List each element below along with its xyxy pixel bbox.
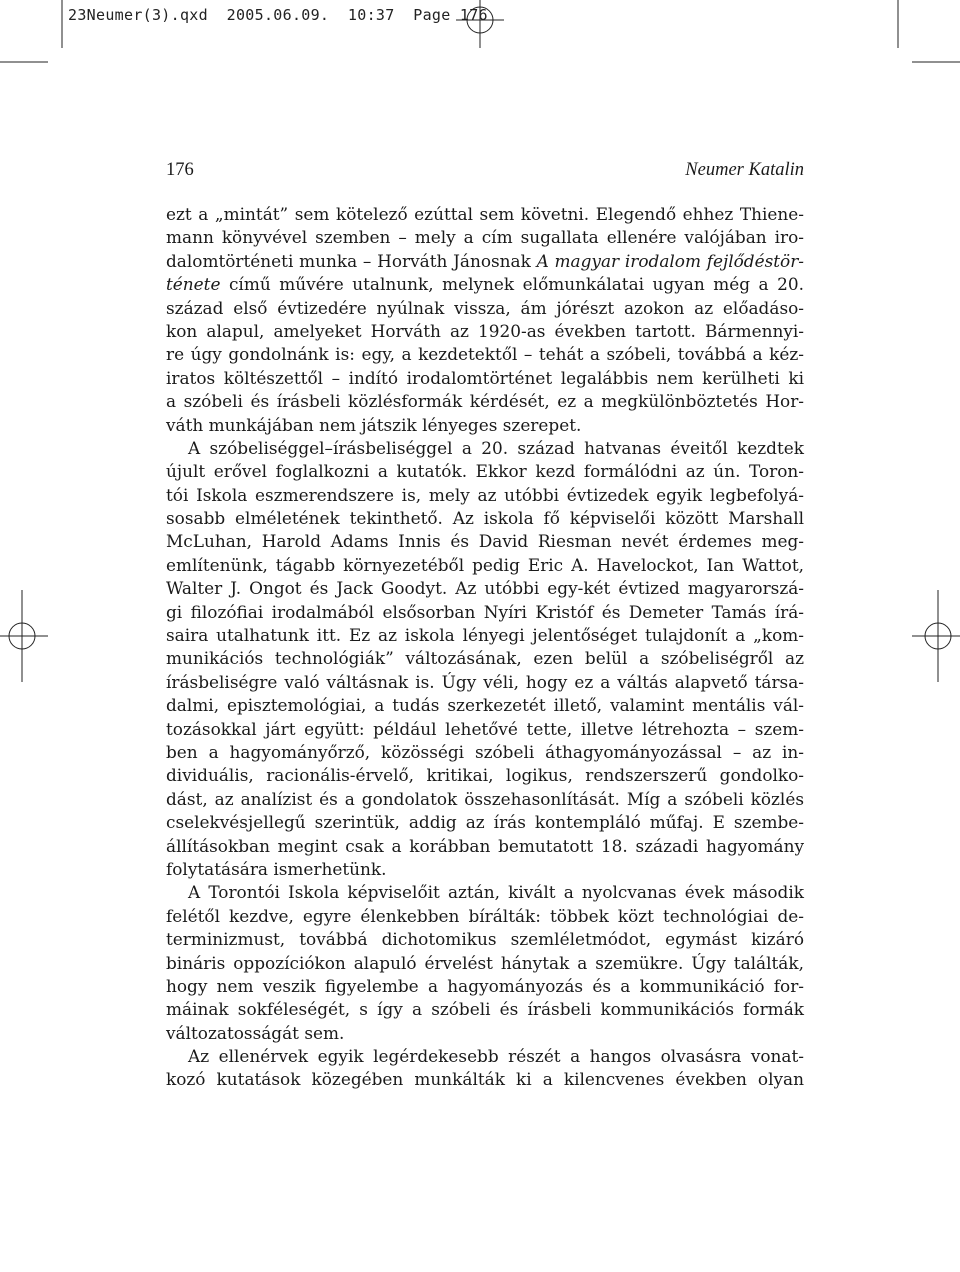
text-line: Walter J. Ongot és Jack Goodyt. Az utóbbi egy-két évtized magyarorszá-: [166, 578, 804, 599]
text-line: hogy nem veszik figyelembe a hagyományozás és a kommunikáció for-: [166, 975, 804, 996]
text-line: folytatására ismerhetünk.: [166, 858, 387, 879]
text-line: Az ellenérvek egyik legérdekesebb részét a hangos olvasásra vonat-: [188, 1046, 804, 1067]
text-line: sosabb elméletének tekinthető. Az iskola fő képviselői között Marshall: [166, 508, 804, 529]
italic-title: A magyar irodalom fejlődéstör-: [536, 250, 804, 271]
text-line: dást, az analízist és a gondolatok összehasonlítását. Míg a szóbeli közlés: [166, 788, 804, 809]
text-line: dalmi, episztemológiai, a tudás szerkezetét illető, valamint mentális vál-: [166, 695, 804, 716]
text-line: század első évtizedére nyúlnak vissza, ám jórészt azokon az előadáso-: [166, 297, 804, 318]
text-line: állításokban megint csak a korábban bemutatott 18. századi hagyomány: [166, 835, 804, 856]
paragraph: [166, 881, 804, 1045]
print-slug: 23Neumer(3).qxd 2005.06.09. 10:37 Page 176: [68, 6, 488, 24]
text-line: tozásokkal járt együtt: például lehetővé tette, illetve létrehozta – szem-: [166, 718, 804, 739]
text-line: mann könyvével szemben – mely a cím sugallata ellenére valójában iro-: [166, 227, 804, 248]
text-line: re úgy gondolnánk is: egy, a kezdetektől – tehát a szóbeli, továbbá a kéz-: [166, 344, 804, 365]
text-line: A szóbeliséggel–írásbeliséggel a 20. század hatvanas éveitől kezdtek: [188, 437, 804, 458]
text-line: kozó kutatások közegében munkálták ki a kilencvenes években olyan: [166, 1069, 804, 1090]
text-line: McLuhan, Harold Adams Innis és David Riesman nevét érdemes meg-: [166, 531, 804, 552]
text-line: tói Iskola eszmerendszere is, mely az utóbbi évtizedek egyik legbefolyá-: [166, 484, 804, 505]
page-number: 176: [166, 160, 194, 180]
text-line: újult erővel foglalkozni a kutatók. Ekkor kezd formálódni az ún. Toron-: [166, 461, 804, 482]
text-line: munikációs technológiák” változásának, ezen belül a szóbeliségről az: [166, 648, 804, 669]
text-span: című művére utalnunk, melynek előmunkálatai ugyan még a 20.: [220, 274, 804, 295]
paragraph: [166, 203, 804, 437]
text-line: ezt a „mintát” sem kötelező ezúttal sem követni. Elegendő ehhez Thiene-: [166, 204, 804, 224]
text-line: bináris oppozíciókon alapuló érvelést hánytak a szemükre. Úgy találták,: [166, 952, 804, 973]
text-line: [166, 250, 804, 273]
text-line: váth munkájában nem játszik lényeges szerepet.: [166, 414, 582, 435]
text-span: dalomtörténeti munka – Horváth Jánosnak: [166, 250, 537, 271]
text-line: terminizmust, továbbá dichotomikus szemléletmódot, egymást kizáró: [166, 929, 804, 950]
text-line: változatosságát sem.: [166, 1022, 345, 1043]
text-line: [166, 273, 804, 296]
italic-title: ténete: [166, 274, 221, 295]
text-line: a szóbeli és írásbeli közlésformák kérdését, ez a megkülönböztetés Hor-: [166, 391, 804, 412]
text-line: említenünk, tágabb környezetéből pedig Eric A. Havelockot, Ian Wattot,: [166, 554, 804, 575]
text-line: gi filozófiai irodalmából elsősorban Nyíri Kristóf és Demeter Tamás írá-: [166, 601, 804, 622]
text-line: A Torontói Iskola képviselőit aztán, kivált a nyolcvanas évek második: [188, 882, 804, 903]
text-line: ben a hagyományőrző, közösségi szóbeli áthagyományozással – az in-: [166, 741, 804, 762]
running-head: Neumer Katalin: [685, 160, 804, 180]
registration-mark: [925, 623, 951, 649]
registration-mark: [9, 623, 35, 649]
paragraph: [166, 1045, 804, 1092]
text-line: kon alapul, amelyeket Horváth az 1920-as években tartott. Bármennyi-: [166, 320, 804, 341]
body-text: [166, 203, 804, 1092]
text-line: írásbeliségre való váltásnak is. Úgy véli, hogy ez a váltás alapvető társa-: [166, 671, 804, 692]
paragraph: [166, 437, 804, 881]
text-line: cselekvésjellegű szerintük, addig az írás kontempláló műfaj. E szembe-: [166, 812, 804, 833]
text-line: saira utalhatunk itt. Ez az iskola lényegi jelentőséget tulajdonít a „kom-: [166, 625, 804, 646]
text-line: dividuális, racionális-érvelő, kritikai, logikus, rendszerszerű gondolko-: [166, 765, 804, 786]
page-header: [166, 160, 804, 186]
text-line: iratos költészettől – indító irodalomtörténet legalábbis nem kerülheti ki: [166, 367, 804, 388]
text-line: máinak sokféleségét, s így a szóbeli és írásbeli kommunikációs formák: [166, 999, 804, 1020]
text-line: felétől kezdve, egyre élenkebben bírálták: többek közt technológiai de-: [166, 905, 804, 926]
